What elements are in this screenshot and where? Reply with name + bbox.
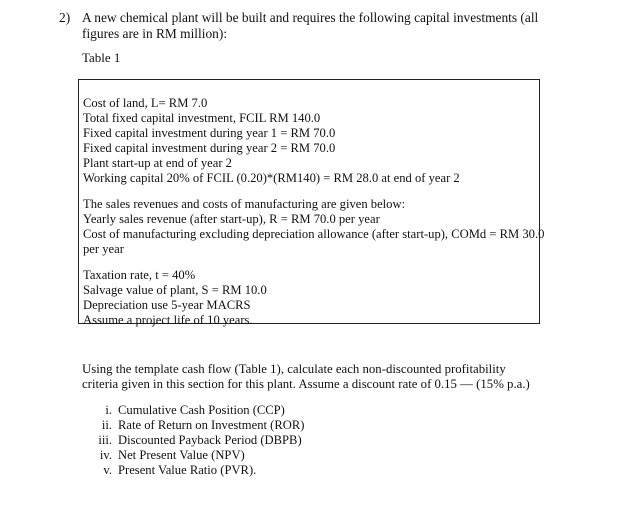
- table-line: Assume a project life of 10 years.: [83, 313, 253, 327]
- list-item-number: i.: [105, 403, 112, 417]
- list-item-number: iv.: [99, 448, 112, 462]
- table-line: Fixed capital investment during year 2 = RM 70.0: [83, 141, 336, 155]
- list-item-label: Cumulative Cash Position (CCP): [118, 403, 285, 417]
- table-line: The sales revenues and costs of manufacturing are given below:: [83, 197, 406, 211]
- criteria-list: [88, 403, 304, 478]
- table-line: Yearly sales revenue (after start-up), R = RM 70.0 per year: [83, 212, 380, 226]
- question-number: 2): [59, 10, 71, 25]
- list-item-label: Rate of Return on Investment (ROR): [118, 418, 305, 432]
- table-line: per year: [83, 242, 124, 256]
- list-item: [88, 403, 304, 418]
- list-item: [88, 433, 304, 448]
- table-line: Plant start-up at end of year 2: [83, 156, 232, 170]
- list-item: [88, 463, 304, 478]
- table-line: Salvage value of plant, S = RM 10.0: [83, 283, 267, 297]
- list-item-number: v.: [103, 463, 112, 477]
- table-line: Taxation rate, t = 40%: [83, 268, 196, 282]
- table-line: Depreciation use 5-year MACRS: [83, 298, 251, 312]
- list-item-number: iii.: [98, 433, 112, 447]
- table-line: Total fixed capital investment, FCIL RM 140.0: [83, 111, 321, 125]
- table-line: Working capital 20% of FCIL (0.20)*(RM140) = RM 28.0 at end of year 2: [83, 171, 460, 185]
- instructions-paragraph: Using the template cash flow (Table 1), calculate each non-discounted profitability criteria given in this section for this plant. Assume a discount rate of 0.15 — (15% p.a.): [82, 362, 530, 391]
- list-item-number: ii.: [101, 418, 112, 432]
- table-line: Cost of land, L= RM 7.0: [83, 96, 208, 110]
- list-item-label: Present Value Ratio (PVR).: [118, 463, 257, 477]
- list-item-label: Discounted Payback Period (DBPB): [118, 433, 302, 447]
- list-item: [88, 448, 304, 463]
- list-item-label: Net Present Value (NPV): [118, 448, 245, 462]
- question-text: A new chemical plant will be built and requires the following capital investments (all figures are in RM million):: [82, 10, 539, 41]
- table-line: Fixed capital investment during year 1 = RM 70.0: [83, 126, 336, 140]
- capital-investment-table: [78, 79, 545, 327]
- table-label: Table 1: [82, 50, 121, 65]
- table-line: Cost of manufacturing excluding depreciation allowance (after start-up), COMd = RM 30.0: [83, 227, 545, 241]
- list-item: [88, 418, 304, 433]
